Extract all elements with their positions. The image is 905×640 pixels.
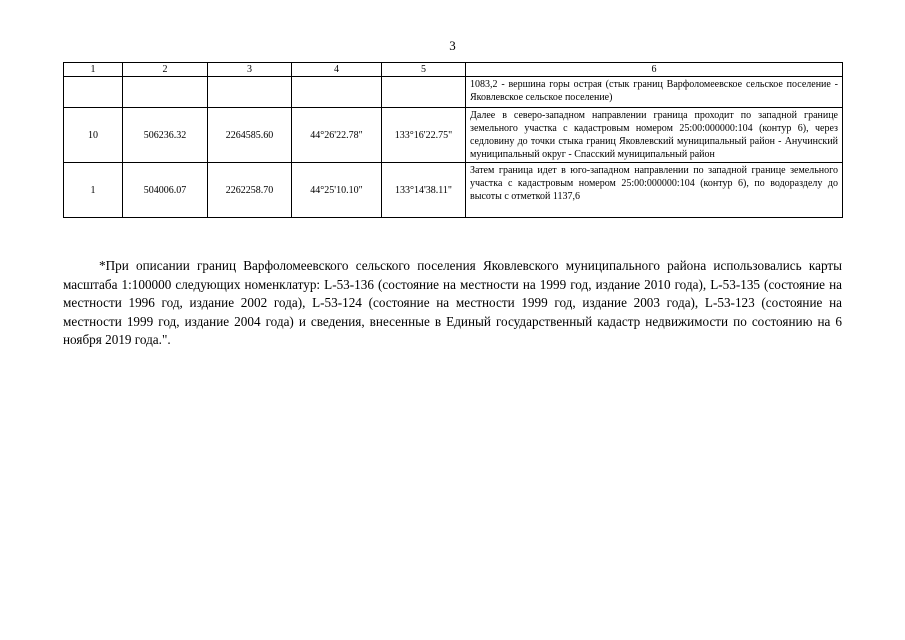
x-coordinate-cell: 504006.07 [123,163,208,218]
table-header-cell: 5 [382,63,466,77]
latitude-cell: 44°25'10.10" [292,163,382,218]
latitude-cell [292,77,382,108]
boundary-table [63,62,843,218]
y-coordinate-cell [208,77,292,108]
longitude-cell: 133°16'22.75" [382,108,466,163]
y-coordinate-cell: 2262258.70 [208,163,292,218]
table-header-cell: 3 [208,63,292,77]
point-number-cell: 10 [64,108,123,163]
x-coordinate-cell: 506236.32 [123,108,208,163]
table-header-cell: 4 [292,63,382,77]
description-cell: 1083,2 - вершина горы острая (стык границ Варфоломеевское сельское поселение - Яковлевское сельское поселение) [466,77,843,108]
table-header-cell: 2 [123,63,208,77]
table-row [64,77,843,108]
page-number: 3 [449,38,456,53]
description-cell: Затем граница идет в юго-западном направлении по западной границе земельного участка с кадастровым номером 25:00:000000:104 (контур 6), по водоразделу до высоты с отметкой 1137,6 [466,163,843,218]
longitude-cell [382,77,466,108]
footnote-paragraph: *При описании границ Варфоломеевского сельского поселения Яковлевского муниципального района использовались карты масштаба 1:100000 следующих номенклатур: L-53-136 (состояние на местности на 1999 год, издание 2010 года), L-53-135 (состояние на местности 1996 год, издание 2002 года), L-53-124 (состояние на местности 1999 год, издание 2003 года), L-53-123 (состояние на местности 1999 год, издание 2004 года) и сведения, внесенные в Единый государственный кадастр недвижимости по состоянию на 6 ноября 2019 года.". [63,258,842,347]
table-header-cell: 1 [64,63,123,77]
table-row [64,163,843,218]
latitude-cell: 44°26'22.78" [292,108,382,163]
point-number-cell [64,77,123,108]
description-cell: Далее в северо-западном направлении граница проходит по западной границе земельного участка с кадастровым номером 25:00:000000:104 (контур 6), через седловину до точки стыка границ Яковлевский муниципальный район - Анучинский муниципальный округ - Спасский муниципальный район [466,108,843,163]
y-coordinate-cell: 2264585.60 [208,108,292,163]
x-coordinate-cell [123,77,208,108]
table-header-cell: 6 [466,63,843,77]
table-header-row [64,63,843,77]
longitude-cell: 133°14'38.11" [382,163,466,218]
point-number-cell: 1 [64,163,123,218]
